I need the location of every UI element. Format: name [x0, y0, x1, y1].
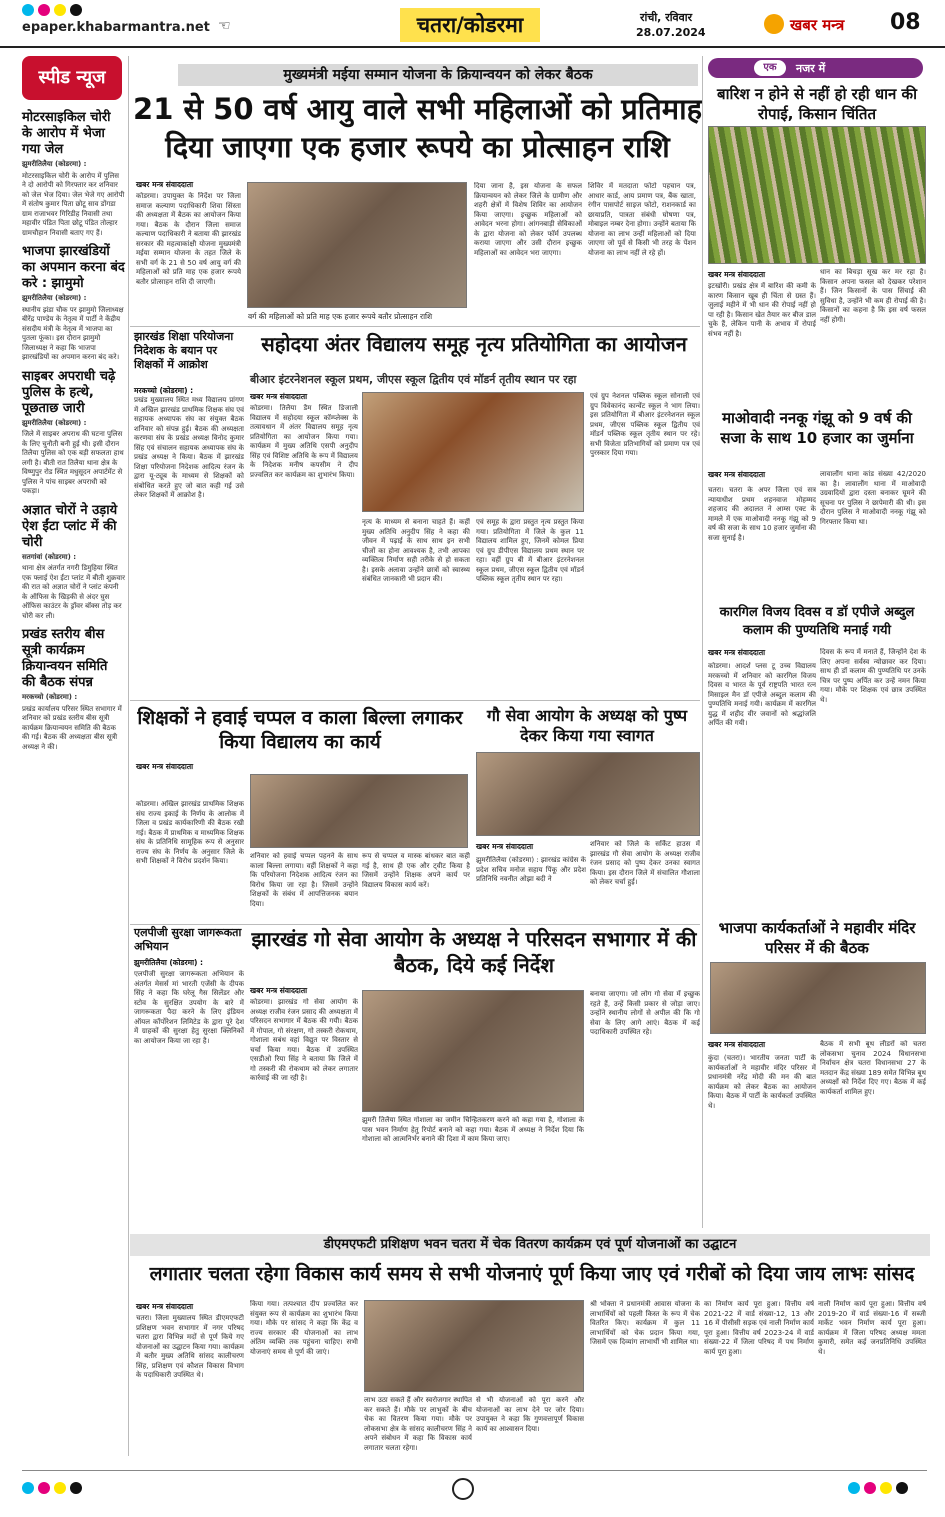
left-story	[22, 503, 125, 622]
left-story	[22, 244, 125, 363]
magenta-dot-icon	[38, 1482, 50, 1494]
kargil-byline: खबर मन्त्र संवाददाता	[708, 648, 766, 657]
council-headline: झारखंड गो सेवा आयोग के अध्यक्ष ने परिसदन सभागार में की बैठक, दिये कई निर्देश	[251, 927, 697, 977]
horizontal-rule	[130, 924, 700, 925]
left-story-body: स्थानीय झंडा चौक पर झामुमो जिलाध्यक्ष बीरेंद्र पाण्डेय के नेतृत्व में पार्टी ने केंद्रीय संसदीय मंत्री के नेतृत्व में भाजपा का पुतला फूंका। इस दौरान झामुमो जिलाध्यक्ष ने कहा कि भाजपा झारखंडियों का अपमान करना बंद करे।	[22, 305, 124, 361]
magenta-dot-icon	[38, 4, 50, 16]
elpg-body: एलपीजी सुरक्षा जागरूकता अभियान के अंतर्गत मेसर्स मां भारती एजेंसी के दीपक सिंह ने कहा कि घरेलू गैस सिलेंडर और स्टोव के सुरक्षित उपयोग के बारे में जागरूकता पैदा करने के लिए इंडियन ऑयल कॉर्पोरेशन लिमिटेड के द्वारा पूरे देश में ग्राहकों की सुरक्षा हेतु सुरक्षा क्लिनिकों का आयोजन किया जा रहा है।	[134, 970, 244, 1045]
bjp-headline: भाजपा कार्यकर्ताओं ने महावीर मंदिर परिसर में की बैठक	[718, 919, 916, 957]
bjp-byline: खबर मन्त्र संवाददाता	[708, 1040, 766, 1049]
council-body-col3: बनाया जाएगा। जो लोग गो सेवा में इच्छुक रहते हैं, उन्हें किसी प्रकार से जोड़ा जाए। उन्होंने स्थानीय लोगों से अपील की कि गो सेवा के लिए आगे आएं। बैठक में कई पदाधिकारी उपस्थित रहे।	[590, 990, 700, 1036]
left-story-headline: अज्ञात चोरों ने उड़ाये ऐश ईंटा प्लांट में की चोरी	[22, 502, 118, 550]
horizontal-rule	[130, 326, 700, 327]
left-story	[22, 369, 125, 497]
dance-body-col1: कोडरमा। तिलैया डैम स्थित डिजाली विद्यालय में सहोदया स्कूल कॉम्प्लेक्स के तत्वावधान में अंतर विद्यालय समूह नृत्य प्रतियोगिता का आयोजन किया गया। कार्यक्रम में मुख्य अतिथि एसपी अनुदीप सिंह एवं विशिष्ट अतिथि के रूप में विद्यालय के निदेशक मनीष कपसीम ने दीप प्रज्वलित कर कार्यक्रम का शुभारंभ किया।	[250, 404, 358, 479]
education-body: प्रखंड मुख्यालय स्थित मध्य विद्यालय प्रांगण में अखिल झारखंड प्राथमिक शिक्षक संघ एवं सहायक अध्यापक संघ का संयुक्त बैठक शनिवार को संपन्न हुई। बैठक की अध्यक्षता करणवा संघ के प्रखंड अध्यक्ष विनोद कुमार सिंह एवं संचालन सहायक अध्यापक संघ के प्रखंड अध्यक्ष ने किया। बैठक में झारखंड शिक्षा परियोजना निदेशक आदित्य रंजन के द्वारा यू-ट्यूब के माध्यम से शिक्षकों को संबोधित करते हुए जो बात कही गई उसे लेकर शिक्षकों में आक्रोश है।	[134, 396, 244, 499]
left-story	[22, 110, 125, 238]
black-dot-icon	[896, 1482, 908, 1494]
left-story-body: जिले में साइबर अपराध की घटना पुलिस के लिए चुनौती बनी हुई थी। इसी दौरान तिलैया पुलिस को एक बड़ी सफलता हाथ लगी है। बीती रात तिलैया थाना क्षेत्र के विष्णुपुर रोड स्थित मधुसूदन अपार्टमेंट से पुलिस ने पांच साइबर अपराधी को पकड़ा।	[22, 430, 124, 495]
lead-headline: 21 से 50 वर्ष आयु वाले सभी महिलाओं को प्रतिमाह दिया जाएगा एक हजार रूपये का प्रोत्साहन राशि	[133, 92, 702, 164]
dmft-body-col4: से भी योजनाओं को पूरा करने और योजनाओं का लाभ देने पर जोर दिया। उपायुक्त ने कहा कि गुणवत्तापूर्ण विकास कार्य का आश्वासन दिया।	[476, 1396, 584, 1433]
ek-nazar-label: नजर में	[796, 62, 826, 75]
edition-date: 28.07.2024	[636, 26, 706, 39]
council-byline: खबर मन्त्र संवाददाता	[250, 986, 308, 995]
council-body-col2: झुमरी तिलैया स्थित गोशाला का जमीन चिन्हितकरण करने को कहा गया है, गोशाला के पास भवन निर्माण हेतु रिपोर्ट बनाने को कहा गया। बैठक में अध्यक्ष ने निर्देश दिया कि गोशाला को आत्मनिर्भर बनाने की दिशा में काम किया जाए।	[362, 1116, 584, 1143]
left-news-column	[22, 104, 125, 752]
cyan-dot-icon	[848, 1482, 860, 1494]
rain-body-col2: धान का बिचड़ा सूख कर मर रहा है। किसान अपना फसल को देखकर परेशान हैं। जिन किसानों के पास सिंचाई की सुविधा है, उन्होंने भी कम ही रोपाई की है। किसानों का कहना है कि इस वर्ष फसल नहीं होगी।	[820, 268, 926, 324]
yellow-dot-icon	[880, 1482, 892, 1494]
registration-dots-top	[22, 4, 82, 18]
dmft-body-col7: नाली निर्माण कार्य पूरा हुआ। वित्तीय वर्ष 2019-20 में वार्ड संख्या-16 में सब्जी मार्केट भवन निर्माण कार्य पूरा हुआ। कार्यक्रम में जिला परिषद अध्यक्ष ममता कुमारी, समेत कई जनप्रतिनिधि उपस्थित थे।	[818, 1300, 926, 1356]
column-divider	[702, 56, 703, 1228]
council-photo	[362, 990, 584, 1112]
left-story-dateline: सतगांवां (कोडरमा) :	[22, 552, 77, 561]
rain-photo	[708, 126, 926, 264]
left-story-dateline: झुमरीतिलैया (कोडरमा) :	[22, 294, 87, 302]
left-story-body: प्रखंड कार्यालय परिसर स्थित सभागार में शनिवार को प्रखंड स्तरीय बीस सूत्री कार्यक्रम क्रियान्वयन समिति की बैठक की गई। बैठक की अध्यक्षता बीस सूत्री अध्यक्ष ने की।	[22, 704, 122, 751]
dmft-body-col6: का निर्माण कार्य पूरा हुआ। वित्तीय वर्ष 2021-22 में वार्ड संख्या-12, 13 और 16 में पीसीसी सड़क एवं नाली निर्माण कार्य पूरा हुआ। वित्तीय वर्ष 2023-24 में वार्ड संख्या-22 में जिला परिषद में पथ निर्माण कार्य पूरा हुआ।	[704, 1300, 814, 1356]
pointer-icon: ☜	[218, 18, 231, 34]
dance-body-col4: एवं ग्रुप नेशनल पब्लिक स्कूल सोनाली एवं ग्रुप विवेकानंद कान्वेंट स्कूल ने भाग लिया। इस प्रतियोगिता में बीआर इंटरनेशनल स्कूल प्रथम, जीएस पब्लिक स्कूल द्वितीय एवं मॉडर्न पब्लिक स्कूल तृतीय स्थान पर रहे। सभी विजेता प्रतिभागियों को प्रमाण पत्र एवं पुरस्कार दिया गया।	[590, 392, 700, 457]
left-story-body: थाना क्षेत्र अंतर्गत नगरी डिमुहिया स्थित एक फ्लाई ऐश ईंटा प्लांट में बीती शुक्रवार की रात को अज्ञात चोरों ने प्लांट कंपनी के ऑफिस के खिड़की से अंदर घुस ऑफिस काउंटर के ड्रॉवर बॉक्स तोड़ कर चोरी कर ली।	[22, 564, 125, 620]
left-story-headline: साइबर अपराधी चढ़े पुलिस के हत्थे, पूछताछ जारी	[22, 368, 116, 416]
slipper-body-col2: शनिवार को हवाई चप्पल पहनने के साथ काला बिल्ला लगाया। वहीं शिक्षकों ने कहा कि परियोजना निदेशक आदित्य रंजन का विरोध किया जा रहा है। जिसमें उन्होंने शिक्षकों के संबंध में आपत्तिजनक बयान दिया।	[250, 852, 358, 908]
dance-body-col2: नृत्य के माध्यम से बनाना चाहते हैं। कहीं मुख्य अतिथि अनुदीप सिंह ने कहा की जीवन में पढ़ाई के साथ साथ इन सभी चीजों का होना आवश्यक है, तभी आपका व्यक्तित्व निर्माण सही तरीके से हो सकता है। इसके अलावा उन्होंने छात्रों को स्वास्थ्य संबंधित जानकारी भी प्रदान की।	[362, 518, 470, 583]
brand-logo-icon	[764, 14, 784, 34]
kargil-body-col1: कोडरमा। आदर्श प्लस टू उच्च विद्यालय मरकच्चो में शनिवार को कारगिल विजय दिवस व भारत के पूर्व राष्ट्रपति भारत रत्न मिसाइल मैन डॉ एपीजे अब्दुल कलाम की पुण्यतिथि मनाई गयी। कार्यक्रम में कारगिल युद्ध में शहीद वीर जवानों को श्रद्धांजलि अर्पित की गयी।	[708, 662, 816, 727]
maoist-byline: खबर मन्त्र संवाददाता	[708, 470, 766, 479]
dance-photo	[362, 392, 584, 512]
dmft-body-col1: चतरा। जिला मुख्यालय स्थित डीएमएफटी प्रशिक्षण भवन सभागार में नगर परिषद चतरा द्वारा विभिन्न मदों से पूर्ण किये गए योजनाओं का उद्घाटन किया गया। कार्यक्रम में बतौर मुख्य अतिथि सांसद कालीचरण सिंह, प्रशिक्षण एवं कौशल विकास विभाग के पदाधिकारी उपस्थित थे।	[136, 1314, 244, 1379]
lead-photo	[247, 182, 467, 308]
slipper-photo	[250, 774, 468, 848]
dmft-body-col3: लाभ उठा सकते हैं और स्वरोजगार स्थापित कर सकते हैं। मौके पर लाभुकों के बीच चेक का वितरण किया गया। मौके पर लोकसभा क्षेत्र के सांसद कालीचरण सिंह ने अपने संबोधन में कहा कि विकास कार्य लगातार चलता रहेगा।	[364, 1396, 472, 1452]
gau-photo	[476, 752, 700, 836]
slipper-headline: शिक्षकों ने हवाई चप्पल व काला बिल्ला लगाकर किया विद्यालय का कार्य	[137, 707, 463, 753]
yellow-dot-icon	[54, 4, 66, 16]
yellow-dot-icon	[54, 1482, 66, 1494]
maoist-headline: माओवादी ननकू गंझू को 9 वर्ष की सजा के साथ 10 हजार का जुर्माना	[720, 409, 914, 447]
bjp-body-col2: बैठक में सभी बूथ लीडरों को चतरा लोकसभा चुनाव 2024 विधानसभा निर्वाचन क्षेत्र चतरा विधानसभा 27 के मतदान केंद्र संख्या 189 समेत विभिन्न बूथ अध्यक्षों को निर्देश दिए गए। बैठक में कई कार्यकर्ता शामिल हुए।	[820, 1040, 926, 1096]
slipper-body-col3: रूप से चप्पल व मास्क बांधकर बात कही गई है, साथ ही एक और ट्वीट किया है जिसमें उन्होंने शिक्षक अपने कार्य पर विद्यालय विकास कार्य करें।	[362, 852, 470, 889]
left-story-headline: भाजपा झारखंडियों का अपमान करना बंद करे : झामुमो	[22, 244, 125, 291]
left-story-headline: मोटरसाइकिल चोरी के आरोप में भेजा गया जेल	[22, 110, 111, 157]
edition-city: रांची, रविवार	[640, 11, 693, 24]
left-story	[22, 627, 125, 752]
dance-subhead: बीआर इंटरनेशनल स्कूल प्रथम, जीएस स्कूल द्वितीय एवं मॉडर्न तृतीय स्थान पर रहा	[250, 373, 577, 386]
dance-headline: सहोदया अंतर विद्यालय समूह नृत्य प्रतियोगिता का आयोजन	[261, 332, 687, 356]
dmft-body-col2: किया गया। तत्पश्चात दीप प्रज्वलित कर संयुक्त रूप से कार्यक्रम का शुभारंभ किया गया। मौके पर सांसद ने कहा कि केंद्र व राज्य सरकार की योजनाओं का लाभ अंतिम व्यक्ति तक पहुंचना चाहिए। सभी योजनाएं समय से पूर्ण की जाएं।	[250, 1300, 358, 1356]
maoist-body-col2: लावालौंग थाना कांड संख्या 42/2020 का है। लावालौंग थाना में माओवादी उग्रवादियों द्वारा दस्ता बनाकर घूमने की सूचना पर पुलिस ने छापेमारी की थी। इस दौरान पुलिस ने माओवादी ननकू गंझू को गिरफ्तार किया था।	[820, 470, 926, 526]
cyan-dot-icon	[22, 1482, 34, 1494]
gau-body-col1: झुमरीतिलैया (कोडरमा) : झारखंड कांग्रेस के प्रदेश सचिव मनोज सहाय पिंकू और प्रदेश प्रतिनिधि नवनीत ओझा बदी ने	[476, 856, 586, 883]
registration-dots-bottom-right	[848, 1482, 908, 1496]
dance-byline: खबर मन्त्र संवाददाता	[250, 392, 308, 401]
education-headline: झारखंड शिक्षा परियोजना निदेशक के बयान पर शिक्षकों में आक्रोश	[134, 330, 234, 371]
left-story-body: मोटरसाइकिल चोरी के आरोप में पुलिस ने दो आरोपी को गिरफ्तार कर शनिवार को जेल भेज दिया। जेल भेजे गए आरोपी में संतोष कुमार पिता छोटू साव डोंगडा ग्राम राजाभवर गिरिडीह निवासी तथा महावीर पंडित पिता छोटू पंडित तोल्हार ग्रामचौहान निवासी बताए गए हैं।	[22, 171, 125, 237]
column-divider	[128, 56, 129, 1456]
kargil-body-col2: दिवस के रूप में मनाते हैं, जिन्होंने देश के लिए अपना सर्वस्व न्योछावर कर दिया। साथ ही डॉ कलाम की पुण्यतिथि पर उनके चित्र पर पुष्प अर्पित कर उन्हें नमन किया गया। मौके पर शिक्षक एवं छात्र उपस्थित थे।	[820, 648, 926, 704]
lead-kicker: मुख्यमंत्री मईया सम्मान योजना के क्रियान्वयन को लेकर बैठक	[178, 64, 698, 86]
rain-body-col1: इटखोरी। प्रखंड क्षेत्र में बारिश की कमी के कारण किसान खूब ही चिंता से ग्रस्त हैं। जुलाई महीने में भी धान की रोपाई नहीं हो पा रही है। किसान खेत तैयार कर बीज डाल चुके हैं, लेकिन पानी के अभाव में रोपाई संभव नहीं है।	[708, 282, 816, 338]
bjp-photo	[710, 962, 926, 1034]
horizontal-rule	[130, 700, 700, 701]
bjp-body-col1: कुंदा (चतरा)। भारतीय जनता पार्टी के कार्यकर्ताओं ने महावीर मंदिर परिसर में प्रधानमंत्री नरेंद्र मोदी की मन की बात कार्यक्रम को लेकर बैठक का आयोजन किया। बैठक में पार्टी के कार्यकर्ता उपस्थित थे।	[708, 1054, 816, 1110]
left-story-dateline: मरकच्चो (कोडरमा) :	[22, 693, 78, 701]
dmft-body-col5: श्री भोक्ता ने प्रधानमंत्री आवास योजना के लाभार्थियों को पहली किस्त के रूप में चेक वितरित किए। कार्यक्रम में कुल 11 लाभार्थियों को चेक प्रदान किया गया, जिसमें एक दिव्यांग लाभार्थी भी शामिल था।	[590, 1300, 700, 1346]
dmft-byline: खबर मन्त्र संवाददाता	[136, 1302, 194, 1311]
maoist-body-col1: चतरा। चतरा के अपर जिला एवं सत्र न्यायाधीश प्रथम शहनवाज मोहम्मद शहजाद की अदालत ने आम्स एक्ट के मामले में एक माओवादी ननकू गंझू को 9 वर्ष की सजा के साथ 10 हजार जुर्माना की सजा सुनाई है।	[708, 486, 816, 542]
slipper-body-col1: कोडरमा। अखिल झारखंड प्राथमिक शिक्षक संघ राज्य इकाई के निर्णय के आलोक में जिला व प्रखंड कार्यकारिणी की बैठक रखी गई। बैठक में प्राथमिक व माध्यमिक शिक्षक संघ के प्रतिनिधि सामूहिक रूप से अनुसार राज्य संघ के निर्णय के अनुसार जिले के सभी शिक्षकों ने विरोध प्रदर्शन किया।	[136, 800, 244, 865]
lead-photo-caption: वर्ग की महिलाओं को प्रति माह एक हजार रूपये बतौर प्रोत्साहन राशि	[248, 312, 433, 321]
gau-body-col2: शनिवार को जिले के सर्किट हाउस में झारखंड गौ सेवा आयोग के अध्यक्ष राजीव रंजन प्रसाद को पुष्प देकर उनका स्वागत किया। इस दौरान जिले में संचालित गौशाला को लेकर चर्चा हुई।	[590, 840, 700, 886]
page-header	[0, 0, 945, 48]
lead-body-col2: दिया जाना है, इस योजना के सफल क्रियान्वयन को लेकर जिले के ग्रामीण और शहरी क्षेत्रों में विशेष शिविर का आयोजन किया जाएगा। इच्छुक महिलाओं को आवेदन भरना होगा। आंगनबाड़ी सेविकाओं के द्वारा योजना को लेकर फॉर्म उपलब्ध कराया जाएगा और उसी दौरान इच्छुक महिलाओं का आवेदन भरा जाएगा।	[474, 182, 582, 257]
ek-nazar-badge: एक	[754, 60, 786, 76]
dmft-band: डीएमएफटी प्रशिक्षण भवन चतरा में चेक वितरण कार्यक्रम एवं पूर्ण योजनाओं का उद्घाटन	[130, 1234, 930, 1256]
registration-dots-bottom-left	[22, 1482, 82, 1496]
rain-headline: बारिश न होने से नहीं हो रही धान की रोपाई, किसान चिंतित	[717, 85, 917, 123]
section-title: चतरा/कोडरमा	[400, 8, 540, 42]
lead-body-col3: शिविर में मतदाता फोटो पहचान पत्र, आधार कार्ड, आय प्रमाण पत्र, बैंक खाता, रंगीन पासपोर्ट साइज फोटो, राशनकार्ड का छायाप्रति, पात्रता संबंधी घोषणा पत्र, मोबाइल नम्बर देना होगा। उन्होंने बताया कि योजना का लाभ उन्हीं महिलाओं को दिया जाएगा जो पूर्व से किसी भी तरह के पेंशन योजना का लाभ नहीं ले रहे हों।	[588, 182, 696, 257]
slipper-byline: खबर मन्त्र संवाददाता	[136, 762, 194, 771]
gau-headline: गौ सेवा आयोग के अध्यक्ष को पुष्प देकर किया गया स्वागत	[486, 706, 688, 745]
black-dot-icon	[70, 1482, 82, 1494]
speed-news-badge: स्पीड न्यूज	[22, 56, 122, 100]
dance-body-col3: एवं समूह के द्वारा प्रस्तुत नृत्य प्रस्तुत किया गया। प्रतियोगिता में जिले के कुल 11 विद्यालय शामिल हुए, जिनमें कोमल प्रिया एवं ग्रुप डीपीएस विद्यालय प्रथम स्थान पर रहा। वहीं ग्रुप बी में बीआर इंटरनेशनल स्कूल प्रथम, जीएस स्कूल द्वितीय एवं मॉडर्न पब्लिक स्कूल तृतीय स्थान पर रहा।	[476, 518, 584, 583]
council-body-col1: कोडरमा। झारखंड गो सेवा आयोग के अध्यक्ष राजीव रंजन प्रसाद की अध्यक्षता में परिसदन सभागार में बैठक की गयी। बैठक में गोपाल, गो संरक्षण, गो तस्करी रोकथाम, गोशाला सबंध वहां विद्युत पर विस्तार से चर्चा किया गया। बैठक में उपस्थित एसडीओ रिया सिंह ने बताया कि जिले में गो तस्करी की रोकथाम को लेकर लगातार कार्रवाई की जा रही है।	[250, 998, 358, 1082]
lead-body-col1: कोडरमा। उपायुक्त के निर्देश पर जिला समाज कल्याण पदाधिकारी शिवा सिंस्ता की अध्यक्षता में बैठक का आयोजन किया गया। बैठक के दौरान जिला समाज कल्याण पदाधिकारी ने बताया की झारखंड सरकार की महत्वाकांक्षी योजना मुख्यमंत्री मईया सम्मान योजना के तहत जिले के सभी वर्ग के 21 से 50 वर्ष आयु वर्ग की महिलाओं को प्रति माह एक हजार रूपये बतौर प्रोत्साहन राशि दी जाएगी।	[136, 192, 241, 286]
black-dot-icon	[70, 4, 82, 16]
rain-byline: खबर मन्त्र संवाददाता	[708, 270, 766, 279]
lead-byline: खबर मन्त्र संवाददाता	[136, 180, 194, 189]
footer-rule	[22, 1470, 927, 1471]
brand-name: खबर मन्त्र	[790, 16, 845, 34]
dmft-photo	[364, 1300, 584, 1392]
gau-byline: खबर मन्त्र संवाददाता	[476, 842, 534, 851]
elpg-dateline: झुमरीतिलैया (कोडरमा) :	[134, 958, 204, 967]
left-story-headline: प्रखंड स्तरीय बीस सूत्री कार्यक्रम क्रियान्वयन समिति की बैठक संपन्न	[22, 627, 108, 690]
cyan-dot-icon	[22, 4, 34, 16]
dmft-headline: लगातार चलता रहेगा विकास कार्य समय से सभी योजनाएं पूर्ण किया जाए एवं गरीबों को दिया जाय लाभः सांसद	[149, 1263, 915, 1285]
elpg-headline: एलपीजी सुरक्षा जागरूकता अभियान	[134, 926, 242, 953]
education-dateline: मरकच्चो (कोडरमा) :	[134, 386, 194, 395]
left-story-dateline: झुमरीतिलैया (कोडरमा) :	[22, 418, 87, 427]
left-story-dateline: झुमरीतिलैया (कोडरमा) :	[22, 160, 87, 168]
page-number: 08	[890, 10, 921, 35]
magenta-dot-icon	[864, 1482, 876, 1494]
registration-crosshair-icon	[452, 1478, 474, 1500]
site-url[interactable]: epaper.khabarmantra.net	[22, 20, 210, 35]
kargil-headline: कारगिल विजय दिवस व डॉ एपीजे अब्दुल कलाम की पुण्यतिथि मनाई गयी	[719, 605, 915, 638]
